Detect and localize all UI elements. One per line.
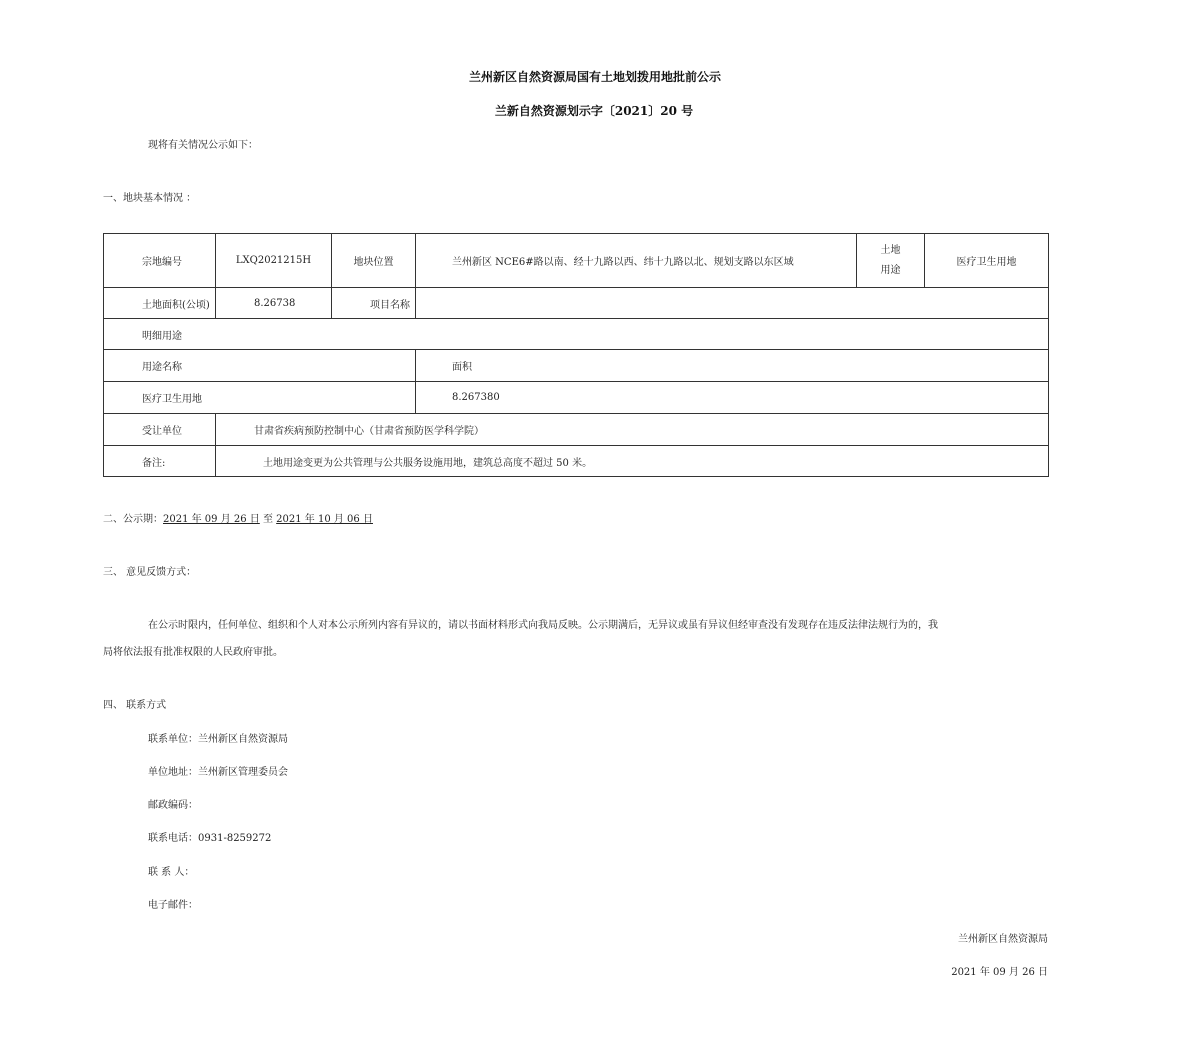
- label-area: 土地面积(公顷): [104, 288, 216, 319]
- table-row: [104, 234, 1049, 288]
- label-land-use: [857, 234, 925, 288]
- table-row: [104, 382, 1049, 414]
- label-detail-use: 明细用途: [104, 319, 1049, 350]
- notice-to: 至: [262, 514, 273, 525]
- section2-heading: 二、公示期：: [103, 514, 163, 525]
- parcel-info-table: [103, 233, 1049, 477]
- section1-heading: 一、地块基本情况 ：: [103, 193, 197, 204]
- remark-value: 土地用途变更为公共管理与公共服务设施用地，建筑总高度不超过 50 米。: [216, 446, 1049, 477]
- label-location: 地块位置: [332, 234, 416, 288]
- table-row: [104, 414, 1049, 446]
- intro-text: 现将有关情况公示如下：: [148, 140, 258, 151]
- section4-heading: 四、 联系方式: [103, 700, 167, 711]
- table-row: [104, 319, 1049, 350]
- label-parcel-no: 宗地编号: [104, 234, 216, 288]
- table-row: [104, 288, 1049, 319]
- section2-line: [103, 510, 373, 525]
- label-remark: 备注:: [104, 446, 216, 477]
- label-use-name: 用途名称: [104, 350, 416, 382]
- parcel-no-value: LXQ2021215H: [216, 234, 332, 288]
- contact-phone: 联系电话：0931-8259272: [148, 833, 272, 844]
- label-grantee: 受让单位: [104, 414, 216, 446]
- label-land-use-line2: 用途: [880, 264, 901, 276]
- footer-date: 2021 年 09 月 26 日: [951, 967, 1048, 978]
- feedback-para-line2: 局将依法报有批准权限的人民政府审批。: [103, 647, 283, 658]
- grantee-value: 甘肃省疾病预防控制中心（甘肃省预防医学科学院）: [216, 414, 1049, 446]
- document-title: 兰州新区自然资源局国有土地划拨用地批前公示: [468, 70, 721, 84]
- table-row: [104, 350, 1049, 382]
- label-land-use-line1: 土地: [880, 244, 901, 256]
- label-use-area: 面积: [416, 350, 1049, 382]
- contact-postcode: 邮政编码：: [148, 800, 198, 811]
- contact-address: 单位地址：兰州新区管理委员会: [148, 767, 288, 778]
- contact-unit: 联系单位：兰州新区自然资源局: [148, 734, 288, 745]
- project-value: [416, 288, 1049, 319]
- feedback-para-line1: 在公示时限内，任何单位、组织和个人对本公示所列内容有异议的，请以书面材料形式向我局反映。公示期满后，无异议或虽有异议但经审查没有发现存在违反法律法规行为的，我: [148, 620, 938, 631]
- use-area-value: 8.267380: [416, 382, 1049, 414]
- contact-email: 电子邮件：: [148, 900, 198, 911]
- label-project: 项目名称: [332, 288, 416, 319]
- notice-start-date: 2021 年 09 月 26 日: [163, 514, 260, 525]
- document-number: 兰新自然资源划示字〔2021〕20 号: [494, 104, 694, 118]
- contact-person: 联 系 人：: [148, 867, 195, 878]
- location-value: 兰州新区 NCE6#路以南、经十九路以西、纬十九路以北、规划支路以东区域: [416, 234, 857, 288]
- notice-end-date: 2021 年 10 月 06 日: [276, 514, 373, 525]
- table-row: [104, 446, 1049, 477]
- use-name-value: 医疗卫生用地: [104, 382, 416, 414]
- section3-heading: 三、 意见反馈方式：: [103, 567, 197, 578]
- area-value: 8.26738: [216, 288, 332, 319]
- footer-org: 兰州新区自然资源局: [958, 934, 1048, 945]
- land-use-value: 医疗卫生用地: [925, 234, 1049, 288]
